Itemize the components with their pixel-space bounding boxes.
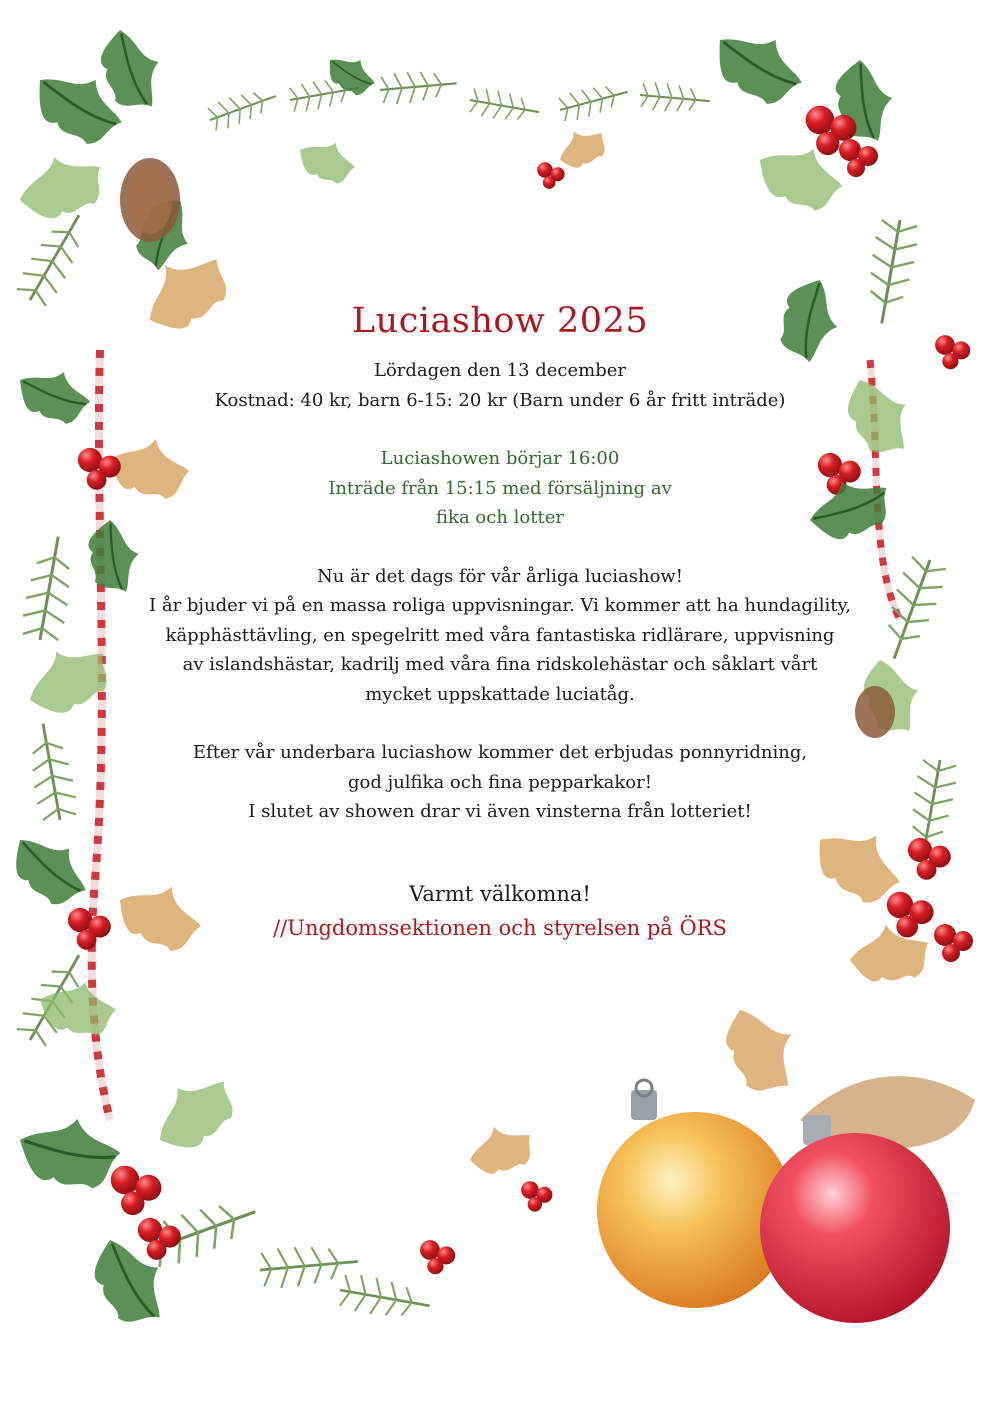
date-line: Lördagen den 13 december [373, 360, 626, 381]
schedule-fika-lotter: fika och lotter [436, 507, 564, 528]
schedule-entry-time: Inträde från 15:15 med försäljning av [328, 477, 672, 499]
description-line: I år bjuder vi på en massa roliga uppvisningar. Vi kommer att ha hundagility, [149, 595, 851, 616]
description-line: av islandshästar, kadrilj med våra fina ridskolehästar och såklart vårt [182, 654, 818, 675]
welcome-text: Varmt välkomna! [409, 881, 591, 906]
orange-bauble-icon [597, 1080, 793, 1308]
description-line: Nu är det dags för vår årliga luciashow! [316, 565, 684, 587]
signature-text: //Ungdomssektionen och styrelsen på ÖRS [273, 915, 727, 940]
poster-content [130, 300, 870, 945]
red-bauble-icon [760, 1076, 975, 1323]
cost-line: Kostnad: 40 kr, barn 6-15: 20 kr (Barn under 6 år fritt inträde) [214, 389, 786, 411]
top-garland [205, 47, 711, 189]
bottom-left-holly [14, 1062, 553, 1336]
poster-title: Luciashow 2025 [351, 301, 649, 341]
description-line: käpphästtävling, en spegelritt med våra fantastiska ridlärare, uppvisning [165, 624, 835, 646]
after-show-line: Efter vår underbara luciashow kommer det erbjudas ponnyridning, [192, 742, 808, 763]
description-line: mycket uppskattade luciatåg. [365, 683, 635, 705]
after-show-line: god julfika och fina pepparkakor! [348, 771, 652, 793]
after-show-line: I slutet av showen drar vi även vinsterna från lotteriet! [248, 801, 752, 822]
schedule-start-time: Luciashowen börjar 16:00 [380, 448, 620, 469]
